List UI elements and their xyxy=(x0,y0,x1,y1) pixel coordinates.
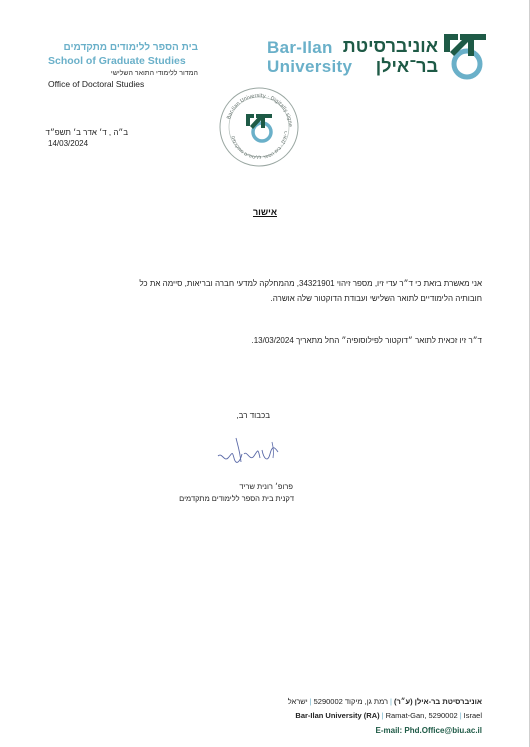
footer-separator: | xyxy=(459,711,462,720)
document-title: אישור xyxy=(252,207,277,217)
footer-email xyxy=(228,726,482,735)
footer-separator: | xyxy=(381,711,384,720)
seal-text-en: Bar-Ilan University · Digitally signe xyxy=(226,92,294,128)
university-logo-icon xyxy=(440,30,490,80)
footer-email-label: E-mail: xyxy=(375,726,403,735)
footer-address-en xyxy=(228,711,482,720)
university-name-he-line1: אוניברסיטת xyxy=(342,36,438,56)
gregorian-date: 14/03/2024 xyxy=(48,139,89,148)
footer-he-country: ישראל xyxy=(287,697,308,706)
office-name-he: המדור ללימודי התואר השלישי xyxy=(110,70,198,77)
paragraph-1-line-2: חובותיה הלימודיים לתואר השלישי ועבודת הדוקטור שלה אושרה. xyxy=(270,294,482,303)
paragraph-2: ד״ר זיו זכאית לתואר ״דוקטור לפילוסופיה״ החל מתאריך 13/03/2024. xyxy=(251,336,482,345)
footer-he-city: רמת גן, מיקוד 5290002 xyxy=(313,697,389,706)
footer-email-link[interactable]: Phd.Office@biu.ac.il xyxy=(404,726,482,735)
closing-salutation: בכבוד רב, xyxy=(236,411,270,420)
university-seal-icon xyxy=(218,86,300,168)
footer-he-name: אוניברסיטת בר-אילן (ע״ר) xyxy=(393,697,482,706)
footer-separator: | xyxy=(309,697,312,706)
university-name-en-line1: Bar-Ilan xyxy=(267,38,333,57)
university-name-en-line2: University xyxy=(267,57,353,76)
handwritten-signature-icon xyxy=(214,432,284,474)
footer-en-city: Ramat-Gan, 5290002 xyxy=(385,711,458,720)
hebrew-date: ב״ה , ד׳ אדר ב׳ תשפ״ד xyxy=(45,128,128,137)
paragraph-1-line-1: אני מאשרת בזאת כי ד״ר עדי זיו, מספר זיהוי 34321901, מהמחלקה למדעי חברה ובריאות, סיימה את כל xyxy=(139,279,482,288)
school-name-en: School of Graduate Studies xyxy=(48,55,186,67)
school-name-he: בית הספר ללימודים מתקדמים xyxy=(63,42,198,53)
footer-en-name: Bar-Ilan University (RA) xyxy=(295,711,380,720)
footer-address-he xyxy=(240,697,482,706)
signer-name: פרופ׳ רונית שריד xyxy=(239,482,293,491)
footer-separator: | xyxy=(390,697,392,706)
office-name-en: Office of Doctoral Studies xyxy=(48,79,145,89)
university-name-he-line2: בר־אילן xyxy=(375,56,438,76)
footer-en-country: Israel xyxy=(463,711,482,720)
signer-title: דקנית בית הספר ללימודים מתקדמים xyxy=(179,494,294,503)
seal-text-he: ר-אילן · בית הספר ללימודים מתקדמים xyxy=(229,130,290,162)
